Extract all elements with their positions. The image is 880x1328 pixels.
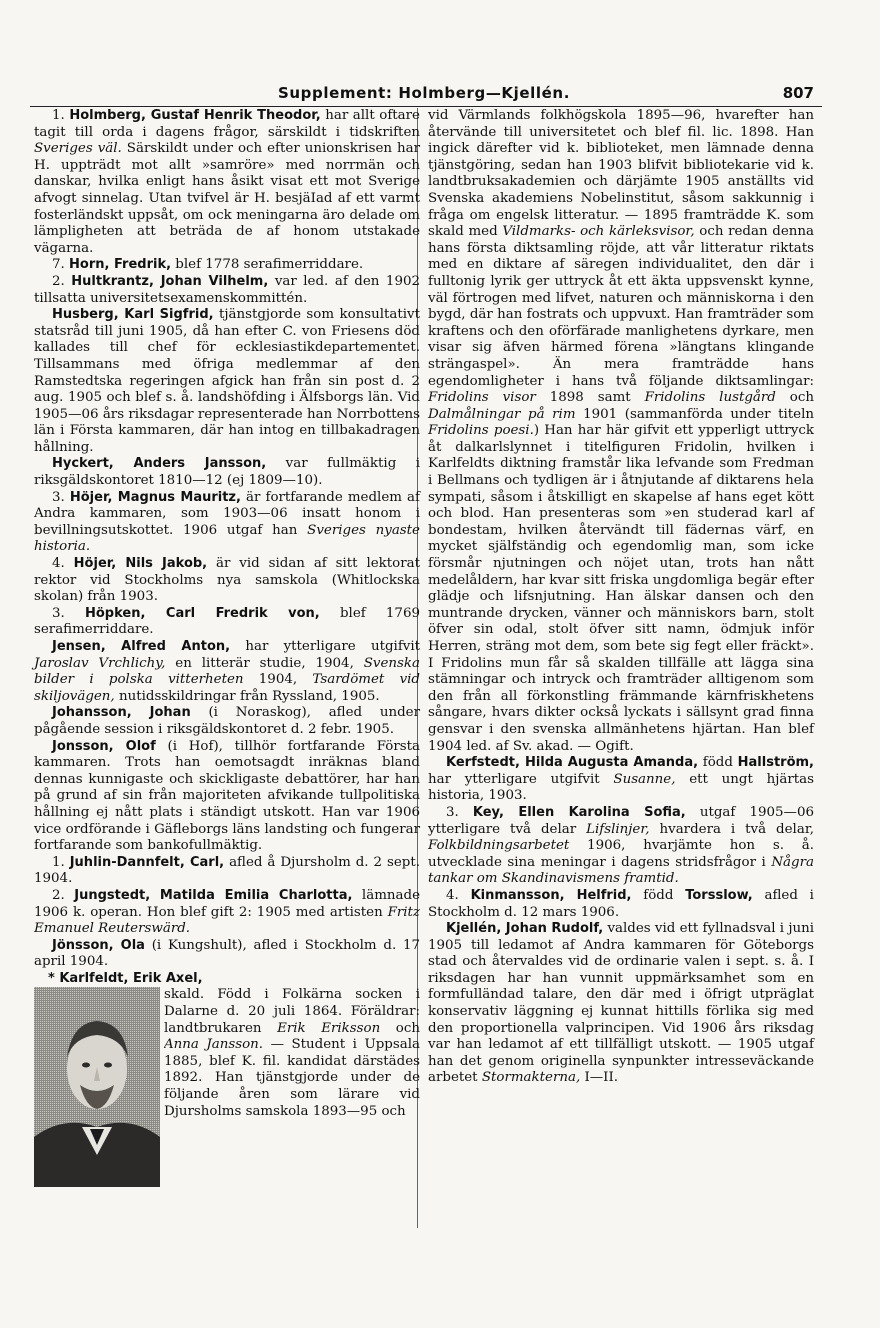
entry-name: Juhlin-Dannfelt, Carl, bbox=[69, 854, 225, 870]
entry-hyckert: Hyckert, Anders Jansson, var fullmäktig i riksgäldskontoret 1810—12 (ej 1809—10). bbox=[34, 456, 420, 489]
entry-key: 3. Key, Ellen Karolina Sofia, utgaf 1905—06 ytterligare två delar Lifslinjer, hvardera i två delar, Folkbildningsarbetet 1906, hvarjämte hon s. å. utvecklade sina meningar i dagens stridsfrågor i Några tankar om Skandinavismens framtid. bbox=[428, 804, 814, 887]
page-header bbox=[34, 84, 814, 106]
entry-name: Key, Ellen Karolina Sofia, bbox=[472, 804, 686, 820]
entry-name: Kjellén, Johan Rudolf, bbox=[446, 921, 604, 937]
entry-husberg: Husberg, Karl Sigfrid, tjänstgjorde som konsultativt statsråd till juni 1905, då han efter C. von Friesens död kallades till chef för ecklesiastikdepartementet. Tillsammans med öfriga medlemmar af den Ramstedtska regeringen afgick han från sin post d. 2 aug. 1905 och blef s. å. landshöfding i Älfsborgs län. Vid 1905—06 års riksdagar representerade han Norrbottens län i Första kammaren, där han intog en tillbakadragen hållning. bbox=[34, 307, 421, 455]
entry-name: Höjer, Magnus Mauritz, bbox=[69, 489, 241, 505]
entry-name: Holmberg, Gustaf Henrik Theodor, bbox=[69, 108, 321, 123]
entry-johansson: Johansson, Johan (i Noraskog), afled under pågående session i riksgäldskontoret d. 2 febr. 1905. bbox=[34, 705, 420, 737]
entry-name: Husberg, Karl Sigfrid, bbox=[52, 307, 214, 323]
portrait-image bbox=[34, 987, 160, 1187]
entry-horn: 7. Horn, Fredrik, blef 1778 serafimerriddare. bbox=[52, 257, 364, 273]
entry-jonsson-ola: Jönsson, Ola (i Kungshult), afled i Stockholm d. 17 april 1904. bbox=[34, 937, 420, 970]
left-column bbox=[34, 108, 420, 1187]
page-number: 807 bbox=[782, 84, 814, 102]
entry-holmberg: 1. Holmberg, Gustaf Henrik Theodor, har allt oftare tagit till orda i dagens frågor, särskildt i tidskriften Sveriges väl. Särskildt under och efter unionskrisen har H. uppträdt mot allt »samröre» med norrmän och danskar, hvilka enligt hans åsikt visat ett mot Sverige afvogt sinnelag. Utan tvifvel är H. besjäIad af ett varmt fosterländskt uppsåt, om ock meningarna äro delade om lämpligheten att beträda de af honom utstakade vägarna. bbox=[34, 108, 420, 256]
entry-hojer-nils: 4. Höjer, Nils Jakob, är vid sidan af sitt lektorat rektor vid Stockholms nya samskola (Whitlockska skolan) från 1903. bbox=[34, 556, 420, 605]
entry-name: Kinmansson, Helfrid, bbox=[470, 887, 632, 903]
entry-name: Johansson, Johan bbox=[52, 705, 191, 721]
entry-name: * Karlfeldt, Erik Axel, bbox=[48, 970, 203, 986]
entry-name: Jensen, Alfred Anton, bbox=[52, 639, 231, 654]
entry-name: Höjer, Nils Jakob, bbox=[73, 556, 208, 572]
entry-hojer-magnus: 3. Höjer, Magnus Mauritz, är fortfarande medlem af Andra kammaren, som 1903—06 insatt honom i bevillningsutskottet. 1906 utgaf han Sveriges nyaste historia. bbox=[34, 489, 420, 555]
entry-hultkrantz: 2. Hultkrantz, Johan Vilhelm, var led. af den 1902 tillsatta universitetsexamenskommittén. bbox=[34, 273, 421, 306]
entry-name: Hyckert, Anders Jansson, bbox=[52, 456, 267, 472]
entry-jonsson: Jonsson, Olof (i Hof), tillhör fortfarande Första kammaren. Trots han oemotsagdt inräknas bland dennas kunnigaste och skickligaste debattörer, har han på grund af sin från majoriteten afvikande tullpolitiska hållning ej nått plats i ständigt utskott. Han var 1906 vice ordförande i Gäfleborgs läns landsting och fungerar fortfarande som bankofullmäktig. bbox=[34, 738, 420, 854]
entry-karlfeldt-lead bbox=[34, 971, 420, 988]
entry-kjellen: Kjellén, Johan Rudolf, valdes vid ett fyllnadsval i juni 1905 till ledamot af Andra kammaren för Göteborgs stad och återvaldes vid de ordinarie valen i sept. s. å. I riksdagen har han vunnit uppmärksamhet som en formfulländad talare, den där med i öfrigt utpräglat konservativ läggning ej kunnat hittills förlika sig med den proportionella valprincipen. Vid 1906 års riksdag var han ledamot af ett tillfälligt utskott. — 1905 utgaf han det genom originella synpunkter intresseväckande arbetet Stormakterna, I—II. bbox=[428, 921, 814, 1086]
entry-name: Jonsson, Olof bbox=[52, 738, 156, 754]
entry-hopken: 3. Höpken, Carl Fredrik von, blef 1769 serafimerriddare. bbox=[34, 605, 420, 638]
entry-jensen: Jensen, Alfred Anton, har ytterligare utgifvit Jaroslav Vrchlichy, en litterär studie, 1904, Svenska bilder i polska vitterheten 1904, Tsardömet vid skiljovägen, nutidsskildringar från Ryssland, 1905. bbox=[34, 639, 420, 704]
entry-name: Höpken, Carl Fredrik von, bbox=[85, 605, 320, 621]
right-column bbox=[428, 108, 814, 1087]
entry-name: Jungstedt, Matilda Emilia Charlotta, bbox=[74, 887, 353, 903]
entry-kerfstedt: Kerfstedt, Hilda Augusta Amanda, född Hallström, har ytterligare utgifvit Susanne, ett ungt hjärtas historia, 1903. bbox=[428, 755, 814, 804]
running-title: Supplement: Holmberg—Kjellén. bbox=[278, 84, 570, 102]
entry-kinmansson: 4. Kinmansson, Helfrid, född Torsslow, afled i Stockholm d. 12 mars 1906. bbox=[428, 887, 814, 920]
entry-juhlin-dannfelt: 1. Juhlin-Dannfelt, Carl, afled å Djursholm d. 2 sept. 1904. bbox=[34, 854, 420, 887]
entry-name: Hultkrantz, Johan Vilhelm, bbox=[71, 273, 269, 289]
entry-name: Horn, Fredrik, bbox=[69, 257, 172, 273]
karlfeldt-continuation: vid Värmlands folkhögskola 1895—96, hvarefter han återvände till universitetet och blef fil. lic. 1898. Han ingick därefter vid k. biblioteket, men lämnade denna tjänstgöring, sedan han 1903 blifvit bibliotekarie vid k. landtbruksakademien och därjämte 1905 anställts vid Svenska akademiens Nobelinstitut, såsom sakkunnig i fråga om engelsk litteratur. — 1895 framträdde K. som skald med Vildmarks- och kärleksvisor, och redan denna hans första diktsamling röjde, att vår litteratur riktats med en diktare af säregen individualitet, den där i fulltonig lyrik ger uttryck åt ett äkta uppsvenskt kynne, väl förtrogen med lifvet, naturen och människorna i den bygd, där han fostrats och uppvuxt. Han framträder som kraftens och den oförfärade manlighetens dyrkare, men visar sig äfven härmed förena »längtans klingande strängaspel». Än mera framträdde hans egendomligheter i hans två följande diktsamlingar: Fridolins visor 1898 samt Fridolins lustgård och Dalmålningar på rim 1901 (sammanförda under titeln Fridolins poesi.) Han har här gifvit ett ypperligt uttryck åt dalkarlslynnet i titelfiguren Fridolin, hvilken i Karlfeldts diktning framstår lika lefvande som Fredman i Bellmans och tydligen är i åtnjutande af diktarens hela sympati, såsom i åtskilligt en skapelse af hans eget kött och blod. Han presenteras som »en studerad karl af bondestam, hvilken återvändt till fädernas värf, en mycket själfständig och egendomlig man, som icke försmår njutningen och nöjet utan, trots han nått medelåldern, har kvar sitt friska ungdomliga begär efter glädje och lifsnjutning. Han älskar dansen och den muntrande drycken, vänner och människors barn, stolt öfver sin odal, stolt öfver sitt namn, ödmjuk inför Herren, sträng mot dem, som bete sig fegt eller fräckt». I Fridolins mun får så skalden tillfälle att lägga sina stämningar och intryck och framträder alltigenom som den från all förkonstling främmande kärnfriskhetens sångare, hvars dikter också lyckats i sällsynt grad finna gensvar i den svenska allmänhetens hjärtan. Han blef 1904 led. af Sv. akad. — Ogift. bbox=[428, 108, 815, 754]
entry-name: Jönsson, Ola bbox=[52, 937, 145, 953]
header-rule bbox=[30, 106, 822, 107]
karlfeldt-text: skald. Född i Folkärna socken i Dalarne d. 20 juli 1864. Föräldrar: landtbrukaren Erik Eriksson och Anna Jansson. — Student i Uppsala 1885, blef K. fil. kandidat därstädes 1892. Han tjänstgjorde under de följande åren som lärare vid Djursholms samskola 1893—95 och bbox=[164, 987, 420, 1119]
entry-name: Kerfstedt, Hilda Augusta Amanda, bbox=[446, 755, 699, 771]
karlfeldt-block bbox=[34, 987, 420, 1187]
entry-jungstedt: 2. Jungstedt, Matilda Emilia Charlotta, lämnade 1906 k. operan. Hon blef gift 2: 1905 med artisten Fritz Emanuel Reuterswärd. bbox=[34, 887, 420, 937]
